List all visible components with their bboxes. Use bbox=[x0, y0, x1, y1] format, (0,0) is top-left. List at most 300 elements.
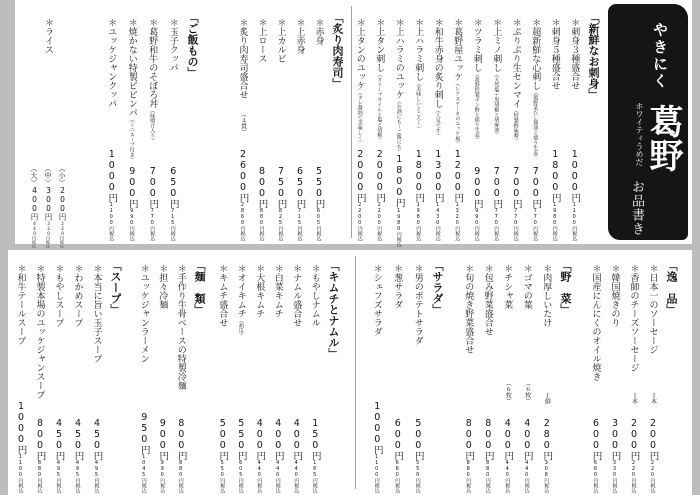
menu-item bbox=[250, 250, 269, 495]
section-heading: 「炙り肉寿司」 bbox=[331, 12, 344, 89]
item-price-tax: 880円税込 bbox=[484, 460, 491, 493]
item-note: （美味しいところ〜） bbox=[415, 81, 422, 131]
item-name-group bbox=[34, 264, 46, 399]
item-name-group bbox=[175, 264, 187, 390]
menu-item bbox=[122, 0, 143, 244]
item-price-group bbox=[471, 166, 483, 242]
item-price-group bbox=[156, 418, 168, 494]
menu-item bbox=[387, 250, 408, 495]
menu-title: お品書き bbox=[629, 180, 644, 236]
item-name-group bbox=[647, 264, 659, 354]
item-price: 300円 bbox=[44, 186, 53, 221]
item-price: 280円 bbox=[541, 417, 553, 460]
logo-name-kanji: 葛野 bbox=[643, 104, 683, 172]
item-price-group bbox=[540, 392, 552, 494]
item-price: 200円 bbox=[58, 186, 67, 221]
item-price-group bbox=[290, 418, 302, 494]
item-name: ＊超新鮮な心刺し bbox=[530, 18, 541, 90]
item-note: （お酒にも〜ご飯にも） bbox=[395, 99, 402, 154]
column-divider bbox=[351, 6, 352, 238]
menu-item bbox=[11, 250, 30, 495]
item-price: 400円 bbox=[254, 417, 266, 460]
item-price-tax: 770円税込 bbox=[149, 208, 156, 241]
item-price-group bbox=[371, 401, 383, 494]
menu-item bbox=[306, 250, 325, 495]
item-price: 750円 bbox=[275, 165, 287, 208]
item-name-group bbox=[609, 264, 621, 327]
item-price-group bbox=[628, 392, 640, 494]
item-name-group bbox=[510, 18, 522, 143]
item-price-tax: 715円税込 bbox=[169, 208, 176, 241]
item-name: ＊葛野和牛のそぼろ丼 bbox=[147, 18, 158, 108]
item-price-group bbox=[216, 418, 228, 494]
item-note: （オリーブオイルと塩と胡椒） bbox=[376, 72, 383, 142]
item-price-group bbox=[146, 166, 158, 242]
item-price: 400円 bbox=[521, 417, 533, 460]
item-name: ＊葛野屋ユッケ bbox=[452, 18, 463, 81]
item-name-group bbox=[432, 18, 444, 138]
menu-item bbox=[459, 250, 479, 495]
item-name: ＊赤身 bbox=[313, 18, 324, 45]
item-price-group bbox=[313, 166, 325, 242]
menu-section bbox=[233, 0, 346, 244]
menu-item bbox=[517, 250, 537, 495]
item-price: 700円 bbox=[510, 165, 522, 208]
item-name: ＊手作り牛骨ベースの特製冷麺 bbox=[175, 264, 186, 390]
item-price-group bbox=[451, 149, 463, 242]
item-price: 800円 bbox=[175, 417, 187, 460]
item-price-group bbox=[432, 149, 444, 242]
menu-item bbox=[153, 250, 172, 495]
item-name-group bbox=[105, 18, 117, 108]
item-price: 600円 bbox=[392, 417, 404, 460]
item-price: 550円 bbox=[313, 165, 325, 208]
menu-item bbox=[605, 250, 624, 495]
item-price-tax: 605円税込 bbox=[315, 208, 322, 241]
item-price-group bbox=[609, 418, 621, 494]
item-price-tax: 770円税込 bbox=[532, 208, 539, 241]
item-price-group bbox=[275, 166, 287, 242]
menu-item bbox=[163, 0, 184, 244]
item-price-tax: 1980円税込 bbox=[395, 207, 402, 247]
item-price-tax: 2860円税込 bbox=[239, 202, 246, 241]
item-price-group bbox=[34, 418, 46, 494]
item-name-group bbox=[91, 264, 103, 363]
menu-item bbox=[233, 0, 252, 244]
item-price-group bbox=[412, 418, 424, 494]
menu-section bbox=[459, 250, 575, 495]
item-price-tax: 770円税込 bbox=[512, 208, 519, 241]
item-price-tax: 308円税込 bbox=[543, 460, 550, 493]
menu-item bbox=[271, 0, 290, 244]
item-price-group bbox=[647, 392, 659, 494]
menu-item bbox=[135, 250, 154, 495]
item-price: 1800円 bbox=[393, 154, 405, 208]
item-name: ＊キムチ盛合せ bbox=[217, 264, 228, 327]
item-name-group bbox=[272, 264, 284, 318]
menu-item bbox=[370, 0, 390, 244]
item-name-group bbox=[256, 18, 268, 63]
item-name-group bbox=[290, 264, 302, 327]
menu-section bbox=[27, 0, 201, 248]
item-name: ＊葱サラダ bbox=[392, 264, 403, 309]
item-price-group bbox=[138, 412, 150, 494]
item-price-group bbox=[393, 154, 405, 247]
item-price: 550円 bbox=[235, 417, 247, 460]
item-price: 650円 bbox=[167, 165, 179, 208]
menu-item bbox=[586, 250, 605, 495]
item-price-group bbox=[253, 418, 265, 494]
item-name-group bbox=[482, 264, 494, 336]
item-name-group bbox=[253, 264, 265, 318]
logo-branch-name: ホワイティうめだ bbox=[635, 102, 644, 166]
item-quantity: １本 bbox=[630, 391, 638, 404]
item-name: ＊チシャ菜 bbox=[502, 264, 513, 309]
item-price: 450円 bbox=[91, 417, 103, 460]
menu-page-top bbox=[15, 0, 692, 248]
price-option bbox=[55, 165, 69, 248]
menu-item bbox=[389, 0, 409, 247]
item-price-group bbox=[590, 418, 602, 494]
item-price-tax: 495円税込 bbox=[55, 460, 62, 493]
item-price-group bbox=[72, 418, 84, 494]
item-name: ＊上ミノ刺し bbox=[491, 18, 502, 72]
item-price-group bbox=[91, 418, 103, 494]
item-name-group bbox=[412, 18, 424, 131]
item-name: ＊韓国焼きのり bbox=[609, 264, 620, 327]
item-name: ＊包み野菜盛合せ bbox=[482, 264, 493, 336]
item-name: ＊ツラミ刺し bbox=[471, 18, 482, 72]
item-price-tax: 660円税込 bbox=[592, 460, 599, 493]
menu-item bbox=[142, 0, 163, 244]
menu-item bbox=[478, 250, 498, 495]
item-price-group bbox=[568, 149, 580, 242]
item-price-tax: 330円税込 bbox=[611, 460, 618, 493]
item-name-group bbox=[313, 18, 325, 45]
item-name: ＊特製本場のユッケジャンスープ bbox=[34, 264, 45, 399]
item-name: ＊男のポテトサラダ bbox=[412, 264, 423, 345]
item-price-group bbox=[294, 166, 306, 242]
item-name: ＊上ハラミ刺し bbox=[413, 18, 424, 81]
item-name: ＊上タンのユッケ bbox=[354, 18, 365, 90]
item-name-group bbox=[391, 264, 403, 309]
item-name: ＊和牛赤身の炙り刺し bbox=[432, 18, 443, 108]
item-note: （ミニスープ付き） bbox=[128, 117, 135, 162]
item-name: ＊ユッケジャンラーメン bbox=[138, 264, 149, 363]
item-name: ＊本当に旨い玉子スープ bbox=[91, 264, 102, 363]
item-name: ＊玉子クッパ bbox=[167, 18, 178, 72]
item-name-group bbox=[72, 264, 84, 327]
item-name-group bbox=[568, 18, 580, 90]
item-price: 300円 bbox=[609, 417, 621, 460]
item-price-tax: 990円税込 bbox=[473, 208, 480, 241]
item-price-group bbox=[391, 418, 403, 494]
menu-item bbox=[172, 250, 191, 495]
item-price: 400円 bbox=[30, 186, 39, 221]
price-option bbox=[41, 165, 55, 248]
item-quantity: （４貫） bbox=[239, 110, 247, 135]
menu-section bbox=[586, 250, 680, 495]
item-name: ＊肉厚しいたけ bbox=[541, 264, 552, 327]
section-heading: 「逸 品」 bbox=[665, 260, 678, 315]
item-price: 1300円 bbox=[432, 148, 444, 202]
item-quantity: （６枚） bbox=[504, 379, 512, 404]
item-name-group bbox=[628, 264, 640, 372]
price-option bbox=[27, 165, 41, 248]
item-name-group bbox=[354, 18, 366, 145]
item-note: （葛野特製ポン酢と擂り生姜） bbox=[473, 72, 480, 142]
item-price: 1800円 bbox=[549, 148, 561, 202]
item-price: 1000円 bbox=[569, 148, 581, 202]
item-price-tax: 2200円税込 bbox=[376, 202, 383, 241]
section-heading: 「サラダ」 bbox=[431, 260, 444, 315]
item-name: ＊旬の焼き野菜盛合せ bbox=[463, 264, 474, 354]
menu-item bbox=[526, 0, 546, 244]
item-name-group bbox=[393, 18, 405, 154]
menu-item bbox=[49, 250, 68, 495]
item-name: ＊日本一のソーセージ bbox=[647, 264, 658, 354]
item-price-group bbox=[126, 166, 138, 242]
menu-item bbox=[643, 250, 662, 495]
price-options bbox=[27, 165, 69, 248]
item-price: 500円 bbox=[412, 417, 424, 460]
item-name-group bbox=[529, 18, 541, 160]
item-name: ＊大根キムチ bbox=[254, 264, 265, 318]
item-price-group bbox=[309, 418, 321, 494]
item-note: （タレ醤油で美味しく） bbox=[356, 90, 363, 145]
item-price-tax: 440円税込 bbox=[274, 460, 281, 493]
item-price: 150円 bbox=[309, 417, 321, 460]
item-price-group bbox=[521, 380, 533, 494]
item-note: （特製酢味噌） bbox=[512, 108, 519, 143]
item-price-tax: 1430円税込 bbox=[434, 202, 441, 241]
section-heading: 「野 菜」 bbox=[559, 260, 572, 315]
item-name-group bbox=[126, 18, 138, 162]
menu-item bbox=[565, 0, 585, 244]
item-name-group bbox=[309, 264, 321, 327]
item-price-tax: 495円税込 bbox=[93, 460, 100, 493]
item-price: 1000円 bbox=[15, 400, 27, 454]
item-price-group bbox=[501, 380, 513, 494]
menu-item bbox=[498, 250, 518, 495]
item-price-tax: 880円税込 bbox=[177, 460, 184, 493]
item-price: 1200円 bbox=[452, 148, 464, 202]
item-name-group bbox=[42, 18, 54, 54]
item-price: 900円 bbox=[471, 165, 483, 208]
item-name: ＊シェフズサラダ bbox=[371, 264, 382, 336]
item-price-group bbox=[529, 166, 541, 242]
item-price-tax: 330円税込 bbox=[46, 220, 51, 248]
item-note: （人気です） bbox=[434, 108, 441, 138]
item-price-group bbox=[549, 149, 561, 242]
item-price-tax: 660円税込 bbox=[394, 460, 401, 493]
menu-section bbox=[11, 250, 124, 495]
item-name-group bbox=[167, 18, 179, 72]
section-heading: 「麺 類」 bbox=[193, 260, 206, 315]
item-note: （味噌汁入り） bbox=[149, 108, 156, 143]
item-price-tax: 1045円税込 bbox=[140, 454, 147, 493]
item-name-group bbox=[451, 18, 463, 146]
item-price: 2000円 bbox=[374, 148, 386, 202]
item-name-group bbox=[275, 18, 287, 63]
item-price-tax: 715円税込 bbox=[296, 208, 303, 241]
item-price-tax: 1980円税込 bbox=[415, 202, 422, 241]
item-price-group bbox=[256, 166, 268, 242]
menu-item bbox=[290, 0, 309, 244]
item-note: （天然塩＋黒胡椒と胡麻油） bbox=[493, 72, 500, 137]
section-heading: 「キムチとナムル」 bbox=[327, 260, 340, 359]
item-price-tax: 825円税込 bbox=[277, 208, 284, 241]
item-price-tax: 605円税込 bbox=[237, 460, 244, 493]
item-price: 700円 bbox=[491, 165, 503, 208]
item-name-group bbox=[294, 18, 306, 54]
item-name: ＊白菜キムチ bbox=[272, 264, 283, 318]
item-price-tax: 1100円税込 bbox=[373, 454, 380, 493]
item-price-tax: 220円税込 bbox=[649, 460, 656, 493]
item-name: ＊ライス bbox=[43, 18, 53, 54]
menu-item bbox=[87, 250, 106, 495]
menu-item bbox=[287, 250, 306, 495]
item-price-tax: 220円税込 bbox=[630, 460, 637, 493]
item-name: ＊わかめスープ bbox=[72, 264, 83, 327]
item-price: 800円 bbox=[463, 417, 475, 460]
item-price: 700円 bbox=[147, 165, 159, 208]
menu-item bbox=[101, 0, 122, 244]
item-price: 2000円 bbox=[354, 148, 366, 202]
item-price-tax: 1100円税込 bbox=[17, 454, 24, 493]
menu-item bbox=[269, 250, 288, 495]
item-price-tax: 990円税込 bbox=[128, 208, 135, 241]
item-name-group bbox=[138, 264, 150, 363]
section-heading: 「ご飯もの」 bbox=[186, 12, 199, 78]
item-price-group bbox=[167, 166, 179, 242]
item-price-group bbox=[15, 401, 27, 494]
item-price-tax: 550円税込 bbox=[414, 460, 421, 493]
menu-item bbox=[409, 0, 429, 244]
item-name-group bbox=[490, 18, 502, 137]
item-name-group bbox=[15, 264, 27, 345]
item-price: 600円 bbox=[590, 417, 602, 460]
item-name: ＊ナムル盛合せ bbox=[291, 264, 302, 327]
item-name-group bbox=[216, 264, 228, 327]
item-name: ＊もやしナムル bbox=[309, 264, 320, 327]
item-price-group bbox=[354, 149, 366, 242]
item-price: 1800円 bbox=[413, 148, 425, 202]
menu-item bbox=[30, 250, 49, 495]
item-price: 200円 bbox=[628, 417, 640, 460]
item-price-tax: 1100円税込 bbox=[571, 202, 578, 241]
item-price: 950円 bbox=[138, 411, 150, 454]
item-note: （鶏野菜だし醤油と擂り生姜） bbox=[532, 90, 539, 160]
menu-item bbox=[537, 250, 557, 495]
item-name: ＊香師のチーズソーセージ bbox=[628, 264, 639, 372]
menu-item bbox=[428, 0, 448, 244]
item-name-group bbox=[53, 264, 65, 327]
item-name-group bbox=[237, 18, 249, 99]
item-price-tax: 990円税込 bbox=[159, 460, 166, 493]
item-price-group bbox=[235, 418, 247, 494]
menu-item bbox=[367, 250, 388, 495]
item-price: 800円 bbox=[256, 165, 268, 208]
item-name-group bbox=[412, 264, 424, 345]
item-name: ＊和牛テールスープ bbox=[15, 264, 26, 345]
price-size-label: （大） bbox=[30, 165, 38, 186]
menu-item bbox=[252, 0, 271, 244]
item-name: ＊刺身３種盛合せ bbox=[569, 18, 580, 90]
item-price-group bbox=[482, 418, 494, 494]
item-quantity: １個 bbox=[543, 391, 551, 404]
menu-section bbox=[213, 250, 342, 495]
item-name-group bbox=[462, 264, 474, 354]
menu-item bbox=[624, 250, 643, 495]
item-name: ＊上ロース bbox=[256, 18, 267, 63]
item-name-group bbox=[521, 264, 533, 309]
item-name-group bbox=[590, 264, 602, 381]
menu-item bbox=[350, 0, 370, 244]
price-size-label: （小） bbox=[58, 165, 66, 186]
item-name-group bbox=[549, 18, 561, 90]
item-name: ＊ぷりぷり生センマイ bbox=[510, 18, 521, 108]
item-price-tax: 880円税込 bbox=[258, 208, 265, 241]
item-name-group bbox=[373, 18, 385, 142]
item-price: 450円 bbox=[53, 417, 65, 460]
item-name-group bbox=[371, 264, 383, 336]
item-name: ＊もやしスープ bbox=[53, 264, 64, 327]
item-note: （胡瓜） bbox=[237, 318, 244, 338]
item-price-tax: 880円税込 bbox=[465, 460, 472, 493]
item-name-group bbox=[235, 264, 247, 338]
item-name-group bbox=[146, 18, 158, 143]
item-price: 1000円 bbox=[371, 400, 383, 454]
item-name: ＊刺身５種盛合せ bbox=[549, 18, 560, 90]
menu-section bbox=[367, 250, 447, 495]
item-price-tax: 1980円税込 bbox=[551, 202, 558, 241]
menu-item bbox=[408, 250, 429, 495]
menu-item bbox=[309, 0, 328, 244]
item-price: 800円 bbox=[34, 417, 46, 460]
item-price-group bbox=[272, 418, 284, 494]
item-price: 400円 bbox=[291, 417, 303, 460]
item-price-group bbox=[412, 149, 424, 242]
section-heading: 「スープ」 bbox=[109, 260, 122, 315]
item-price: 1000円 bbox=[106, 148, 118, 202]
menu-item bbox=[68, 250, 87, 495]
item-price-tax: 220円税込 bbox=[60, 220, 65, 248]
menu-item bbox=[448, 0, 468, 244]
menu-item bbox=[545, 0, 565, 244]
restaurant-logo bbox=[608, 4, 688, 240]
item-name: ＊国産にんにくのオイル焼き bbox=[590, 264, 601, 381]
item-name: ＊焼かない特製ビビンパ bbox=[126, 18, 137, 117]
item-name: ＊炙り肉寿司盛合せ bbox=[237, 18, 248, 99]
menu-section bbox=[135, 250, 209, 495]
item-price-tax: 880円税込 bbox=[36, 460, 43, 493]
item-name: ＊ユッケジャンクッパ bbox=[106, 18, 117, 108]
menu-section bbox=[350, 0, 602, 247]
item-price: 700円 bbox=[530, 165, 542, 208]
item-price: 450円 bbox=[72, 417, 84, 460]
item-price: 900円 bbox=[126, 165, 138, 208]
item-price-tax: 440円税込 bbox=[32, 220, 37, 248]
item-price: 400円 bbox=[502, 417, 514, 460]
menu-item bbox=[467, 0, 487, 244]
item-name: ＊上ハラミのユッケ bbox=[393, 18, 404, 99]
item-price-group bbox=[237, 111, 249, 242]
item-price-tax: 2200円税込 bbox=[356, 202, 363, 241]
logo-name-kana: やきにく bbox=[651, 22, 669, 90]
item-price: 650円 bbox=[294, 165, 306, 208]
item-name: ＊担々冷麺 bbox=[157, 264, 168, 309]
